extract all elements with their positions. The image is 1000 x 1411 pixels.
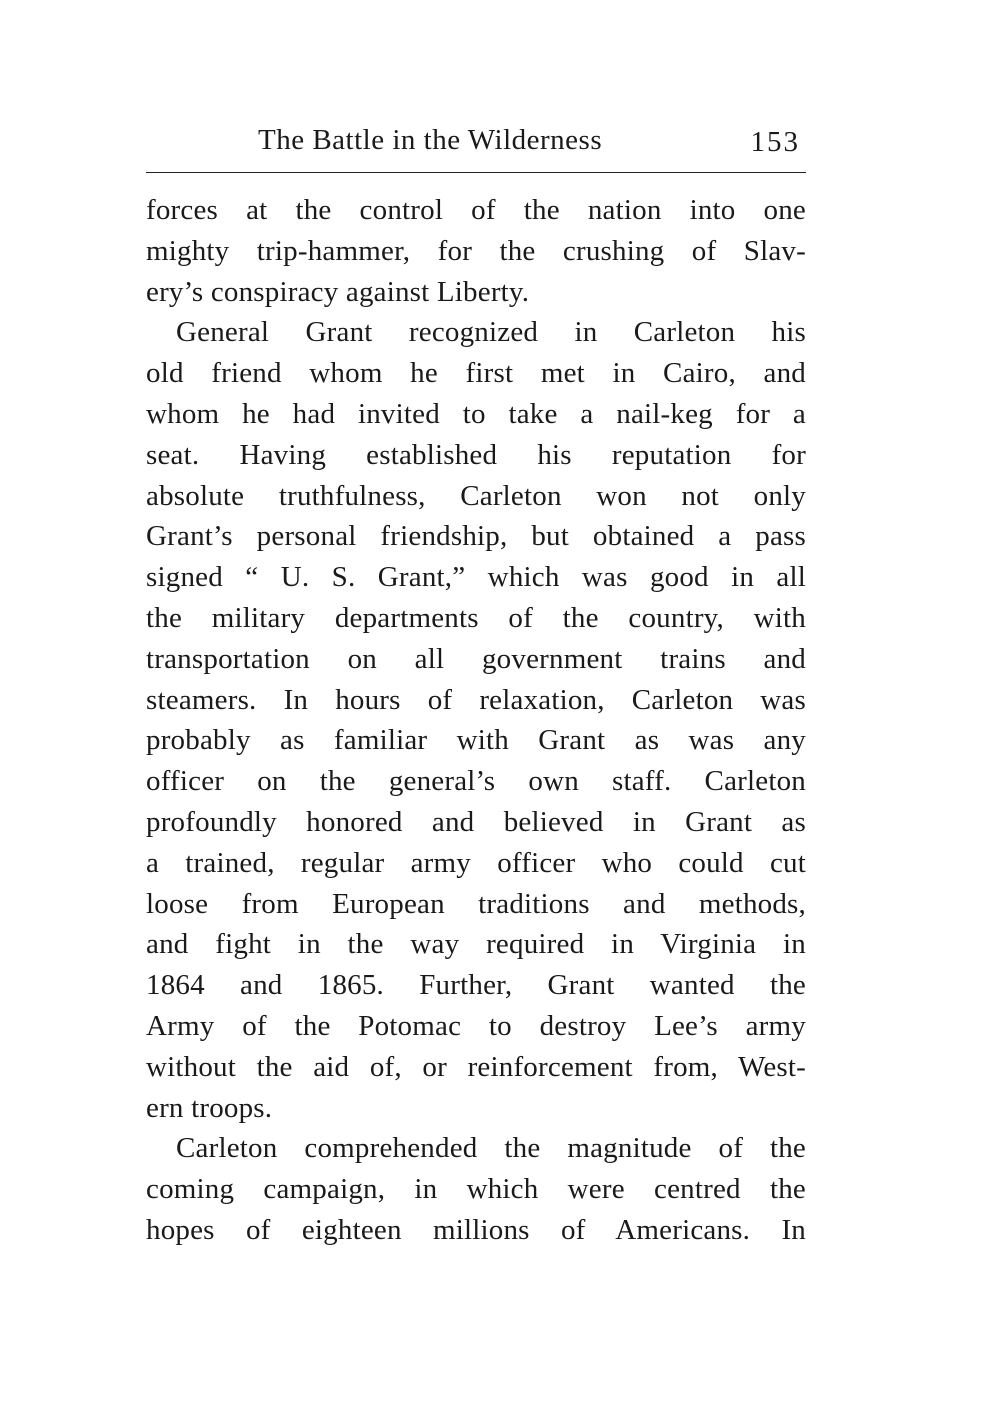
running-title: The Battle in the Wilderness: [258, 124, 603, 156]
text-line: probably as familiar with Grant as was any: [146, 724, 806, 757]
text-line: and fight in the way required in Virginia in: [146, 928, 806, 961]
text-line: absolute truthfulness, Carleton won not only: [146, 479, 806, 512]
text-line: Carleton comprehended the magnitude of the: [176, 1132, 806, 1165]
page-header: [146, 118, 806, 168]
text-line: coming campaign, in which were centred the: [146, 1173, 806, 1206]
text-line: hopes of eighteen millions of Americans. In: [146, 1213, 806, 1246]
text-line: signed “ U. S. Grant,” which was good in all: [146, 561, 806, 594]
body-text: [146, 190, 806, 1251]
text-line: 1864 and 1865. Further, Grant wanted the: [146, 969, 806, 1002]
header-rule: [146, 172, 806, 173]
text-line: officer on the general’s own staff. Carleton: [146, 765, 806, 798]
text-line: forces at the control of the nation into one: [146, 194, 806, 226]
text-line: ern troops.: [146, 1091, 273, 1124]
text-line: General Grant recognized in Carleton his: [176, 316, 806, 349]
text-line: a trained, regular army officer who could cut: [146, 846, 806, 879]
text-line: mighty trip-hammer, for the crushing of Slav-: [146, 234, 806, 267]
text-line: whom he had invited to take a nail-keg for a: [146, 397, 806, 430]
text-line: profoundly honored and believed in Grant as: [146, 805, 806, 838]
text-line: Army of the Potomac to destroy Lee’s army: [146, 1009, 806, 1042]
text-line: seat. Having established his reputation for: [146, 438, 806, 471]
text-line: without the aid of, or reinforcement from, West-: [146, 1050, 806, 1083]
text-line: transportation on all government trains and: [146, 642, 806, 675]
text-line: steamers. In hours of relaxation, Carleton was: [146, 683, 806, 716]
text-line: ery’s conspiracy against Liberty.: [146, 275, 530, 308]
text-line: loose from European traditions and methods,: [146, 887, 806, 920]
text-line: old friend whom he first met in Cairo, and: [146, 357, 806, 390]
page-number: 153: [750, 126, 800, 158]
text-line: the military departments of the country, with: [146, 601, 806, 634]
text-line: Grant’s personal friendship, but obtained a pass: [146, 520, 806, 553]
